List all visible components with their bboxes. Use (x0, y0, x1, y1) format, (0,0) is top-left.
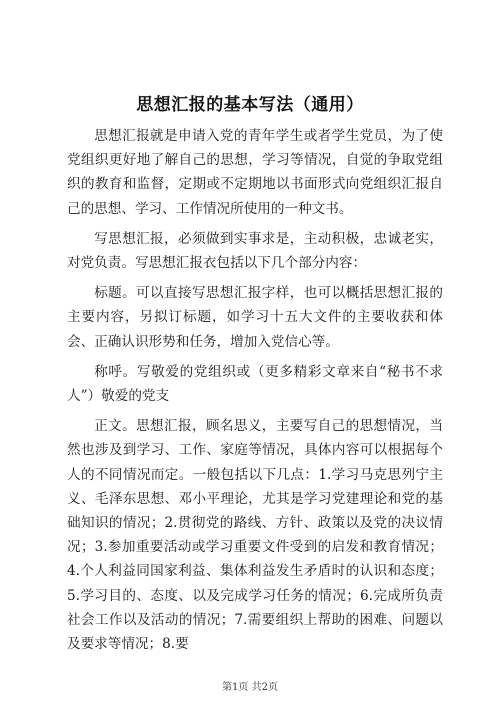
document-body (67, 124, 443, 662)
paragraph-body-section: 正文。思想汇报，顾名思义，主要写自己的思想情况，当然也涉及到学习、工作、家庭等情况，具体内容可以根据每个人的不同情况而定。一般包括以下几点：1.学习马克思列宁主义、毛泽东思想、邓小平理论，尤其是学习党建理论和党的基础知识的情况；2.贯彻党的路线、方针、政策以及党的决议情况；3.参加重要活动或学习重要文件受到的启发和教育情况；4.个人利益同国家利益、集体利益发生矛盾时的认识和态度；5.学习目的、态度、以及完成学习任务的情况；6.完成所负责社会工作以及活动的情况；7.需要组织上帮助的困难、问题以及要求等情况；8.要 (67, 418, 443, 653)
paragraph-title-section: 标题。可以直接写思想汇报字样，也可以概括思想汇报的主要内容，另拟订标题，如学习十五大文件的主要收获和体会、正确认识形势和任务，增加入党信心等。 (67, 285, 443, 350)
paragraph-salutation: 称呼。写敬爱的党组织或（更多精彩文章来自“秘书不求人”）敬爱的党支 (67, 363, 443, 405)
page-footer: 第1页 共2页 (222, 682, 278, 693)
paragraph-requirements: 写思想汇报，必须做到实事求是，主动积极，忠诚老实，对党负责。写思想汇报衣包括以下几个部分内容： (67, 230, 443, 272)
document-title: 思想汇报的基本写法（通用） (136, 95, 364, 115)
paragraph-intro: 思想汇报就是申请入党的青年学生或者学生党员，为了使党组织更好地了解自己的思想，学习等情况，自觉的争取党组织的教育和监督，定期或不定期地以书面形式向党组织汇报自己的思想、学习、工作情况所使用的一种文书。 (67, 128, 443, 217)
